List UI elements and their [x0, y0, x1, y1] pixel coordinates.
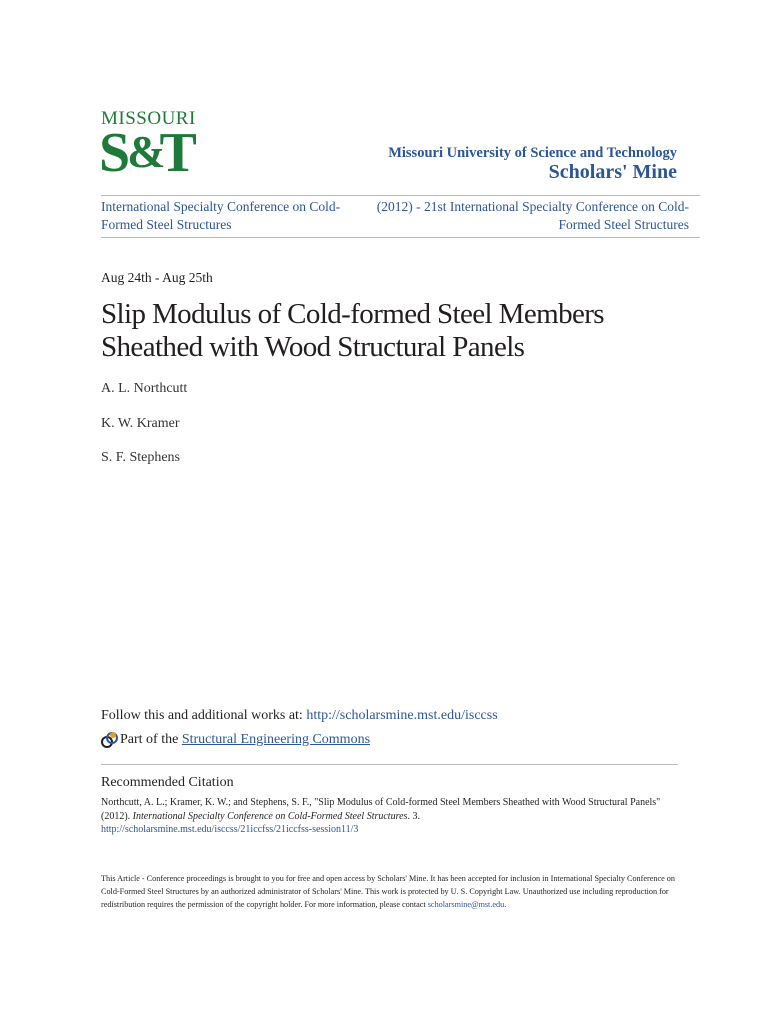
author-2: K. W. Kramer — [101, 416, 180, 431]
author-3: S. F. Stephens — [101, 450, 181, 465]
access-notice: This Article - Conference proceedings is brought to you for free and open access by Scholars' Mine. It has been accepted for inclusion in International Specialty Conference on Cold-Formed Steel Structures by an authorized administrator of Scholars' Mine. This work is protected by U. S. Copyright Law. Unauthorized use including reproduction for redistribution requires the permission of the copyright holder. For more information, please contact scholarsmine@mst.edu. — [101, 874, 675, 909]
logo-st-monogram: S&T — [99, 122, 194, 184]
citation-text: Northcutt, A. L.; Kramer, K. W.; and Stephens, S. F., "Slip Modulus of Cold-formed Steel Members Sheathed with Wood Structural Panels" (2012). International Specialty Conference on Cold-Formed Steel Structures. 3. http://scholarsmine.mst.edu/isccss/21iccfss/21iccfss-session11/3 — [101, 797, 661, 835]
citation-journal: International Specialty Conference on Cold-Formed Steel Structures — [132, 810, 408, 822]
divider-top — [101, 195, 700, 196]
part-of-label: Part of the — [120, 732, 179, 747]
logo-missouri-text: MISSOURI — [101, 108, 196, 129]
citation-heading: Recommended Citation — [101, 775, 234, 790]
author-1: A. L. Northcutt — [101, 381, 188, 396]
follow-label: Follow this and additional works at: — [101, 708, 307, 723]
divider-collections — [101, 237, 700, 238]
event-date: Aug 24th - Aug 25th — [101, 270, 213, 285]
commons-logo-icon — [101, 731, 118, 749]
article-title: Slip Modulus of Cold-formed Steel Members Sheathed with Wood Structural Panels — [101, 298, 604, 363]
part-of-line — [101, 731, 370, 749]
repository-link[interactable]: Scholars' Mine — [548, 161, 677, 183]
collection-link-event[interactable]: (2012) - 21st International Specialty Conference on Cold-Formed Steel Structures — [376, 199, 689, 232]
collection-link-parent[interactable]: International Specialty Conference on Cold-Formed Steel Structures — [101, 199, 341, 232]
commons-link[interactable]: Structural Engineering Commons — [181, 732, 371, 747]
contact-email-link[interactable]: scholarsmine@mst.edu — [427, 900, 505, 909]
university-link[interactable]: Missouri University of Science and Technology — [388, 145, 677, 161]
follow-url-link[interactable]: http://scholarsmine.mst.edu/isccss — [306, 708, 498, 723]
citation-url-link[interactable]: http://scholarsmine.mst.edu/isccss/21iccfss/21iccfss-session11/3 — [101, 824, 359, 835]
follow-line — [101, 708, 498, 724]
divider-citation — [101, 764, 678, 765]
